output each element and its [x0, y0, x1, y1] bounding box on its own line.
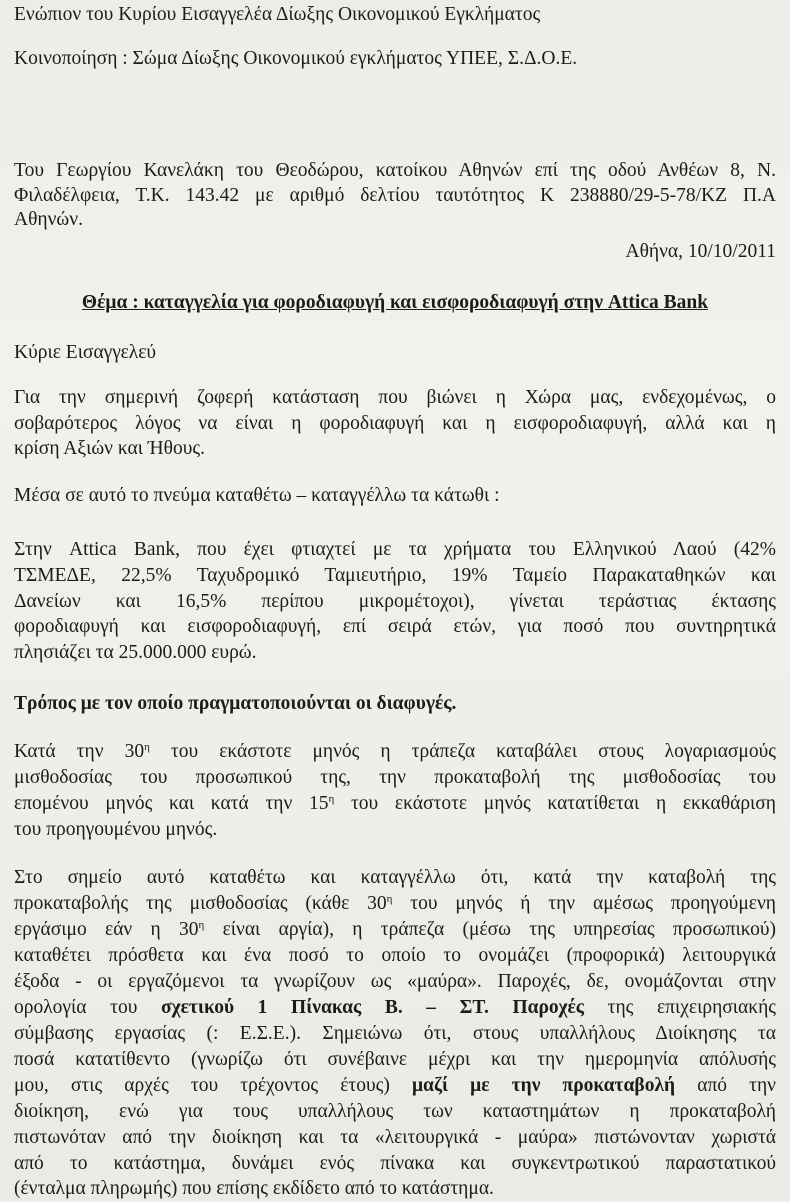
place-date: Αθήνα, 10/10/2011: [625, 241, 776, 262]
para4-line-4: του προηγουμένου μηνός.: [14, 819, 218, 840]
para5-line-2: προκαταβολής της μισθοδοσίας (κάθε $30^\eta$ του μηνός ή την αμέσως προηγούμενη: [14, 893, 776, 914]
sender-line-1: Του Γεωργίου Κανελάκη του Θεοδώρου, κατοίκου Αθηνών επί της οδού Ανθέων 8, Ν.: [14, 160, 776, 181]
subject-line: Θέμα : καταγγελία για φοροδιαφυγή και εισφοροδιαφυγή στην Attica Bank: [81, 292, 709, 313]
para5-line-3: εργάσιμο εάν η $30^\eta$ είναι αργία), η τράπεζα (μέσω της υπηρεσίας προσωπικού): [14, 919, 776, 940]
para4-line-2: μισθοδοσίας του προσωπικού της, την προκαταβολή της μισθοδοσίας του: [14, 767, 776, 788]
para3-line-5: πλησιάζει τα 25.000.000 ευρώ.: [14, 642, 257, 663]
notification-line: Κοινοποίηση : Σώμα Δίωξης Οικονομικού εγκλήματος ΥΠΕΕ, Σ.Δ.Ο.Ε.: [14, 48, 578, 69]
section-heading: Τρόπος με τον οποίο πραγματοποιούνται οι διαφυγές.: [14, 693, 457, 714]
bold-reference: σχετικού 1 Πίνακας Β. – ΣΤ. Παροχές: [160, 997, 585, 1018]
para4-line-1: Κατά την $30^\eta$ του εκάστοτε μηνός η τράπεζα καταβάλει στους λογαριασμούς: [14, 741, 777, 762]
para5-line-8: ποσά κατατίθεντο (γνωρίζω ότι συνέβαινε μέχρι και την ημερομηνία απόλυσής: [14, 1049, 776, 1070]
para3-line-1: Στην Attica Bank, που έχει φτιαχτεί με τα χρήματα του Ελληνικού Λαού (42%: [14, 539, 776, 560]
sender-line-3: Αθηνών.: [14, 209, 83, 230]
para1-line-1: Για την σημερινή ζοφερή κατάσταση που βιώνει η Χώρα μας, ενδεχομένως, ο: [14, 387, 776, 408]
para5-line-10: διοίκηση, ενώ για τους υπαλλήλους των καταστημάτων η προκαταβολή: [14, 1101, 776, 1122]
para3-line-4: φοροδιαφυγή και εισφοροδιαφυγή, επί σειρά ετών, για ποσό που συντηρητικά: [14, 616, 776, 637]
para1-line-3: κρίση Αξιών και Ήθους.: [14, 438, 205, 459]
para3-line-2: ΤΣΜΕΔΕ, 22,5% Ταχυδρομικό Ταμιευτήριο, 19% Ταμείο Παρακαταθηκών και: [14, 565, 776, 586]
para5-line-12: από το κατάστημα, δυνάμει ενός πίνακα και συγκεντρωτικού παραστατικού: [14, 1153, 776, 1174]
salutation: Κύριε Εισαγγελεύ: [14, 342, 157, 363]
para4-line-3: επομένου μηνός και κατά την $15^\eta$ του εκάστοτε μηνός κατατίθεται η εκκαθάριση: [14, 793, 777, 814]
addressee-line: Ενώπιον του Κυρίου Εισαγγελέα Δίωξης Οικονομικού Εγκλήματος: [14, 4, 541, 25]
para2-line: Μέσα σε αυτό το πνεύμα καταθέτω – καταγγέλλω τα κάτωθι :: [14, 485, 500, 506]
para5-line-7: σύμβασης εργασίας (: Ε.Σ.Ε.). Σημειώνω ότι, στους υπαλλήλους Διοίκησης τα: [14, 1023, 776, 1044]
para5-line-4: καταθέτει πρόσθετα και ένα ποσό το οποίο το ονομάζει (προφορικά) λειτουργικά: [14, 945, 776, 966]
para5-line-5: έξοδα - οι εργαζόμενοι τα γνωρίζουν ως «μαύρα». Παροχές, δε, ονομάζονται στην: [14, 971, 776, 992]
para5-line-1: Στο σημείο αυτό καταθέτω και καταγγέλλω ότι, κατά την καταβολή της: [14, 867, 776, 888]
para5-line-13: (ένταλμα πληρωμής) που επίσης εκδίδετο από το κατάστημα.: [14, 1178, 494, 1199]
para5-line-11: πιστωνόταν από την διοίκηση και τα «λειτουργικά - μαύρα» πιστώνονταν χωριστά: [14, 1127, 776, 1148]
bold-emphasis: μαζί με την προκαταβολή: [412, 1075, 676, 1096]
para5-line-9: μου, στις αρχές του τρέχοντος έτους) μαζί με την προκαταβολή από την: [14, 1075, 776, 1096]
para3-line-3: Δανείων και 16,5% περίπου μικρομέτοχοι), γίνεται τεράστιας έκτασης: [14, 591, 776, 612]
sender-line-2: Φιλαδέλφεια, Τ.Κ. 143.42 με αριθμό δελτίου ταυτότητος Κ 238880/29-5-78/ΚΖ Π.Α: [14, 185, 776, 206]
para5-line-6: ορολογία του σχετικού 1 Πίνακας Β. – ΣΤ. Παροχές της επιχειρησιακής: [14, 997, 776, 1018]
para1-line-2: σοβαρότερος λόγος να είναι η φοροδιαφυγή και η εισφοροδιαφυγή, αλλά και η: [14, 413, 776, 434]
